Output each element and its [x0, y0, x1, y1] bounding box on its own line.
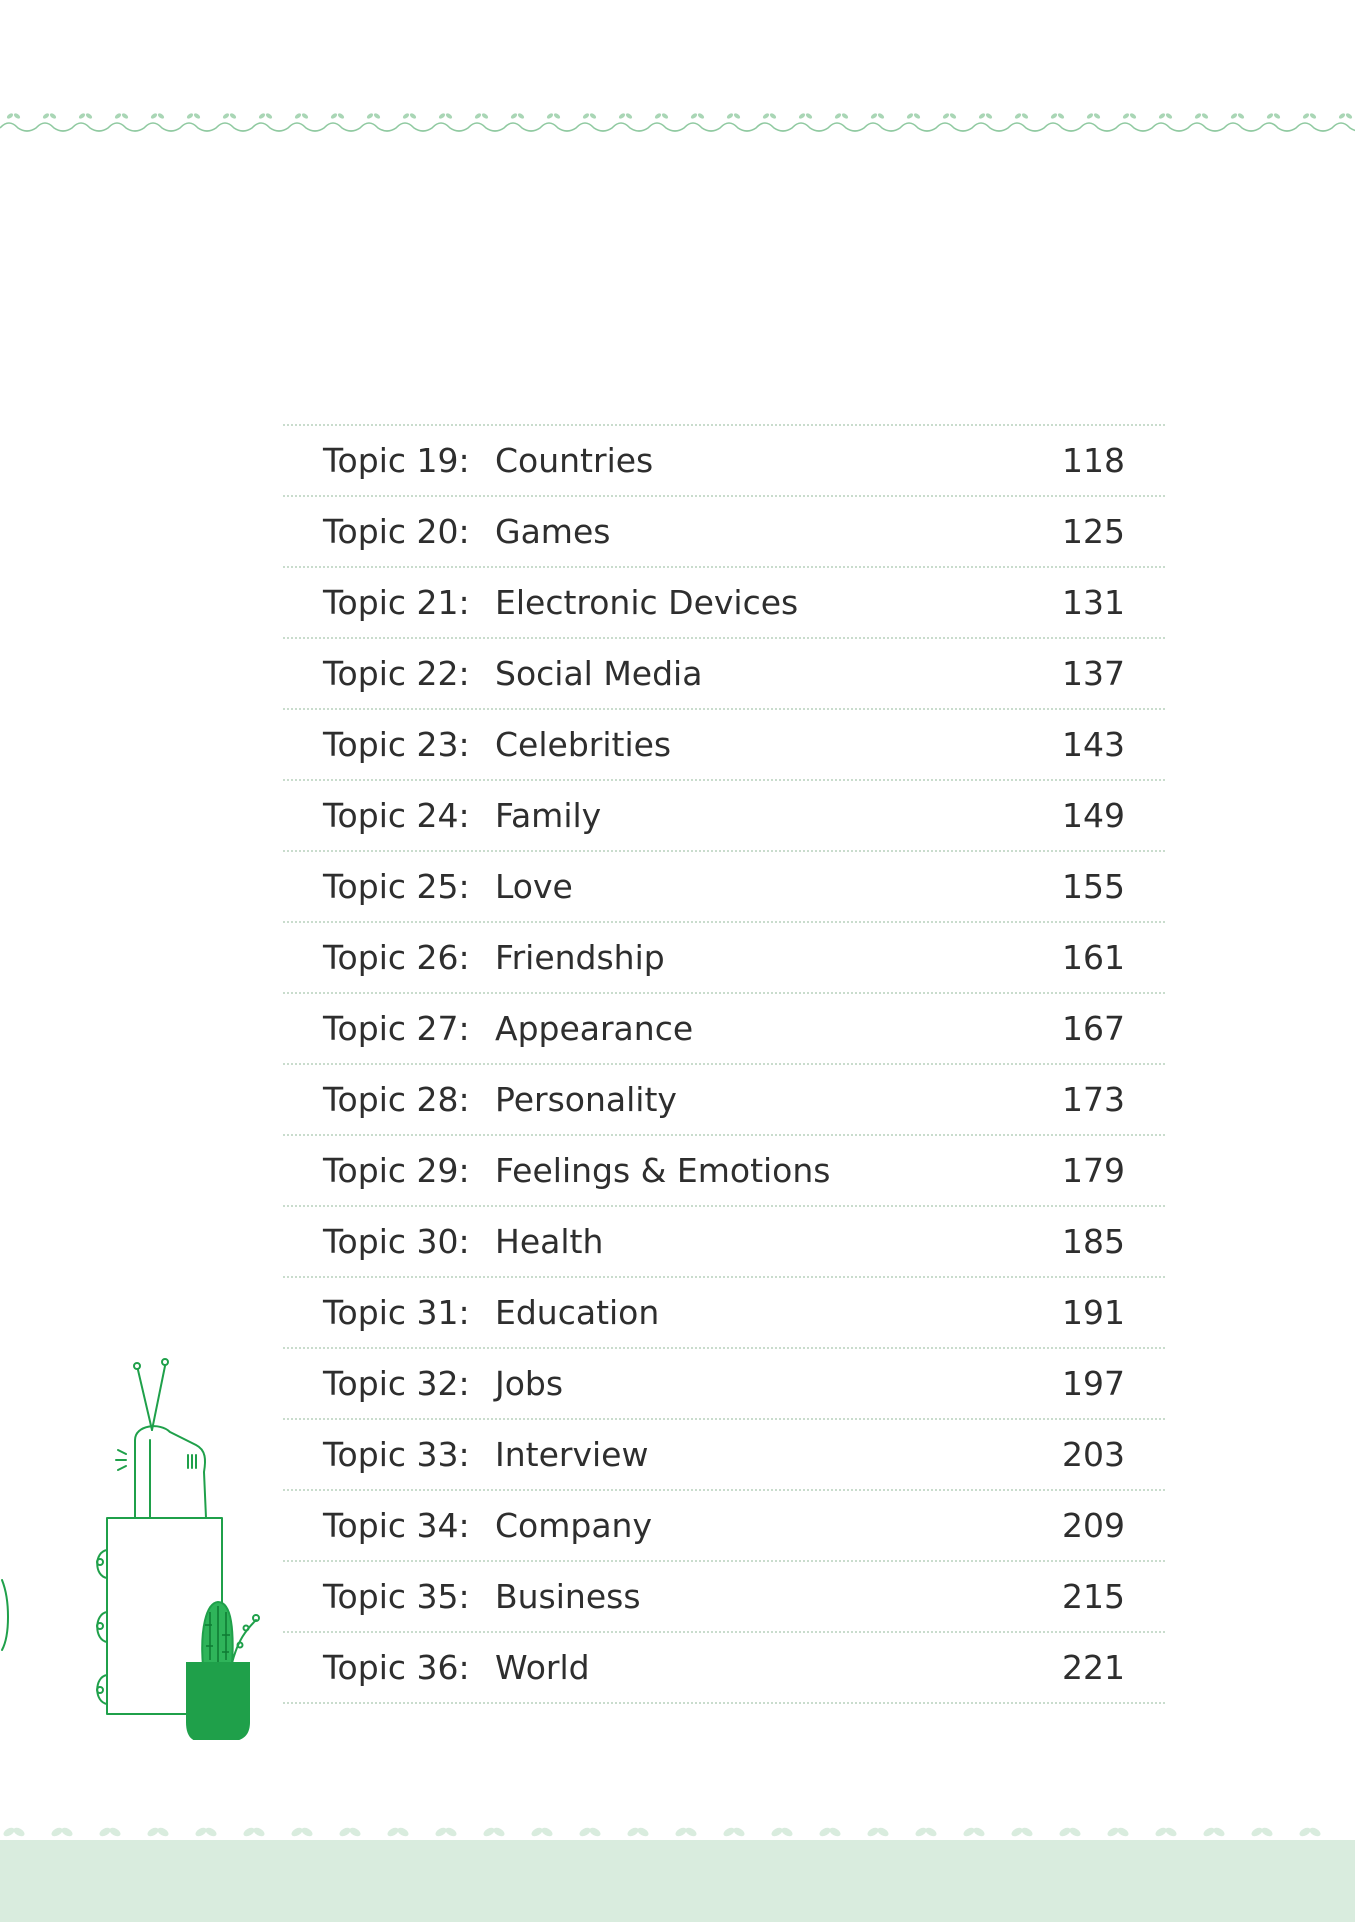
- toc-topic-number: Topic 30:: [323, 1222, 470, 1261]
- toc-page-number: 125: [1062, 512, 1125, 551]
- toc-topic-title: Business: [495, 1577, 641, 1616]
- toc-topic-title: World: [495, 1648, 590, 1687]
- toc-topic-title: Love: [495, 867, 573, 906]
- toc-topic-number: Topic 34:: [323, 1506, 470, 1545]
- toc-page-number: 221: [1062, 1648, 1125, 1687]
- toc-topic-title: Friendship: [495, 938, 665, 977]
- toc-row: [283, 1207, 1165, 1278]
- toc-topic-title: Countries: [495, 441, 654, 480]
- vine-border-icon: [0, 108, 1355, 138]
- toc-page-number: 209: [1062, 1506, 1125, 1545]
- bottom-band: [0, 1826, 1355, 1922]
- toc-topic-number: Topic 35:: [323, 1577, 470, 1616]
- toc-topic-title: Family: [495, 796, 602, 835]
- toc-page-number: 173: [1062, 1080, 1125, 1119]
- toc-topic-number: Topic 28:: [323, 1080, 470, 1119]
- toc-topic-number: Topic 24:: [323, 796, 470, 835]
- toc-topic-number: Topic 33:: [323, 1435, 470, 1474]
- table-of-contents: [283, 424, 1165, 1704]
- toc-row: [283, 1633, 1165, 1704]
- toc-row: [283, 639, 1165, 710]
- toc-topic-number: Topic 21:: [323, 583, 470, 622]
- toc-topic-title: Social Media: [495, 654, 703, 693]
- toc-page-number: 167: [1062, 1009, 1125, 1048]
- leaf-pattern-icon: [0, 1826, 1355, 1866]
- toc-topic-title: Personality: [495, 1080, 677, 1119]
- toc-topic-number: Topic 20:: [323, 512, 470, 551]
- toc-page-number: 185: [1062, 1222, 1125, 1261]
- toc-page-number: 149: [1062, 796, 1125, 835]
- toc-page-number: 191: [1062, 1293, 1125, 1332]
- toc-row: [283, 497, 1165, 568]
- toc-topic-title: Games: [495, 512, 611, 551]
- toc-topic-title: Health: [495, 1222, 604, 1261]
- toc-row: [283, 994, 1165, 1065]
- toc-page-number: 131: [1062, 583, 1125, 622]
- toc-topic-number: Topic 27:: [323, 1009, 470, 1048]
- toc-page-number: 203: [1062, 1435, 1125, 1474]
- toc-topic-number: Topic 36:: [323, 1648, 470, 1687]
- toc-page-number: 161: [1062, 938, 1125, 977]
- toc-page-number: 137: [1062, 654, 1125, 693]
- toc-row: [283, 852, 1165, 923]
- toc-topic-number: Topic 31:: [323, 1293, 470, 1332]
- toc-page-number: 179: [1062, 1151, 1125, 1190]
- toc-topic-title: Interview: [495, 1435, 649, 1474]
- toc-page-number: 118: [1062, 441, 1125, 480]
- toc-row: [283, 426, 1165, 497]
- toc-topic-title: Company: [495, 1506, 652, 1545]
- toc-topic-number: Topic 29:: [323, 1151, 470, 1190]
- toc-row: [283, 923, 1165, 994]
- toc-row: [283, 1491, 1165, 1562]
- toc-row: [283, 568, 1165, 639]
- toc-page-number: 143: [1062, 725, 1125, 764]
- toc-page-number: 155: [1062, 867, 1125, 906]
- toc-topic-title: Feelings & Emotions: [495, 1151, 831, 1190]
- toc-topic-title: Appearance: [495, 1009, 694, 1048]
- toc-topic-number: Topic 19:: [323, 441, 470, 480]
- toc-page-number: 197: [1062, 1364, 1125, 1403]
- toc-topic-title: Education: [495, 1293, 660, 1332]
- toc-row: [283, 1278, 1165, 1349]
- toc-topic-number: Topic 26:: [323, 938, 470, 977]
- toc-topic-number: Topic 25:: [323, 867, 470, 906]
- toc-row: [283, 710, 1165, 781]
- toc-topic-title: Electronic Devices: [495, 583, 799, 622]
- toc-row: [283, 1562, 1165, 1633]
- potted-cactus-icon: [0, 1350, 270, 1740]
- toc-row: [283, 1349, 1165, 1420]
- toc-row: [283, 781, 1165, 852]
- toc-row: [283, 1420, 1165, 1491]
- toc-topic-title: Celebrities: [495, 725, 672, 764]
- toc-topic-number: Topic 22:: [323, 654, 470, 693]
- toc-topic-title: Jobs: [495, 1364, 564, 1403]
- toc-row: [283, 1136, 1165, 1207]
- toc-topic-number: Topic 23:: [323, 725, 470, 764]
- toc-row: [283, 1065, 1165, 1136]
- toc-page-number: 215: [1062, 1577, 1125, 1616]
- toc-topic-number: Topic 32:: [323, 1364, 470, 1403]
